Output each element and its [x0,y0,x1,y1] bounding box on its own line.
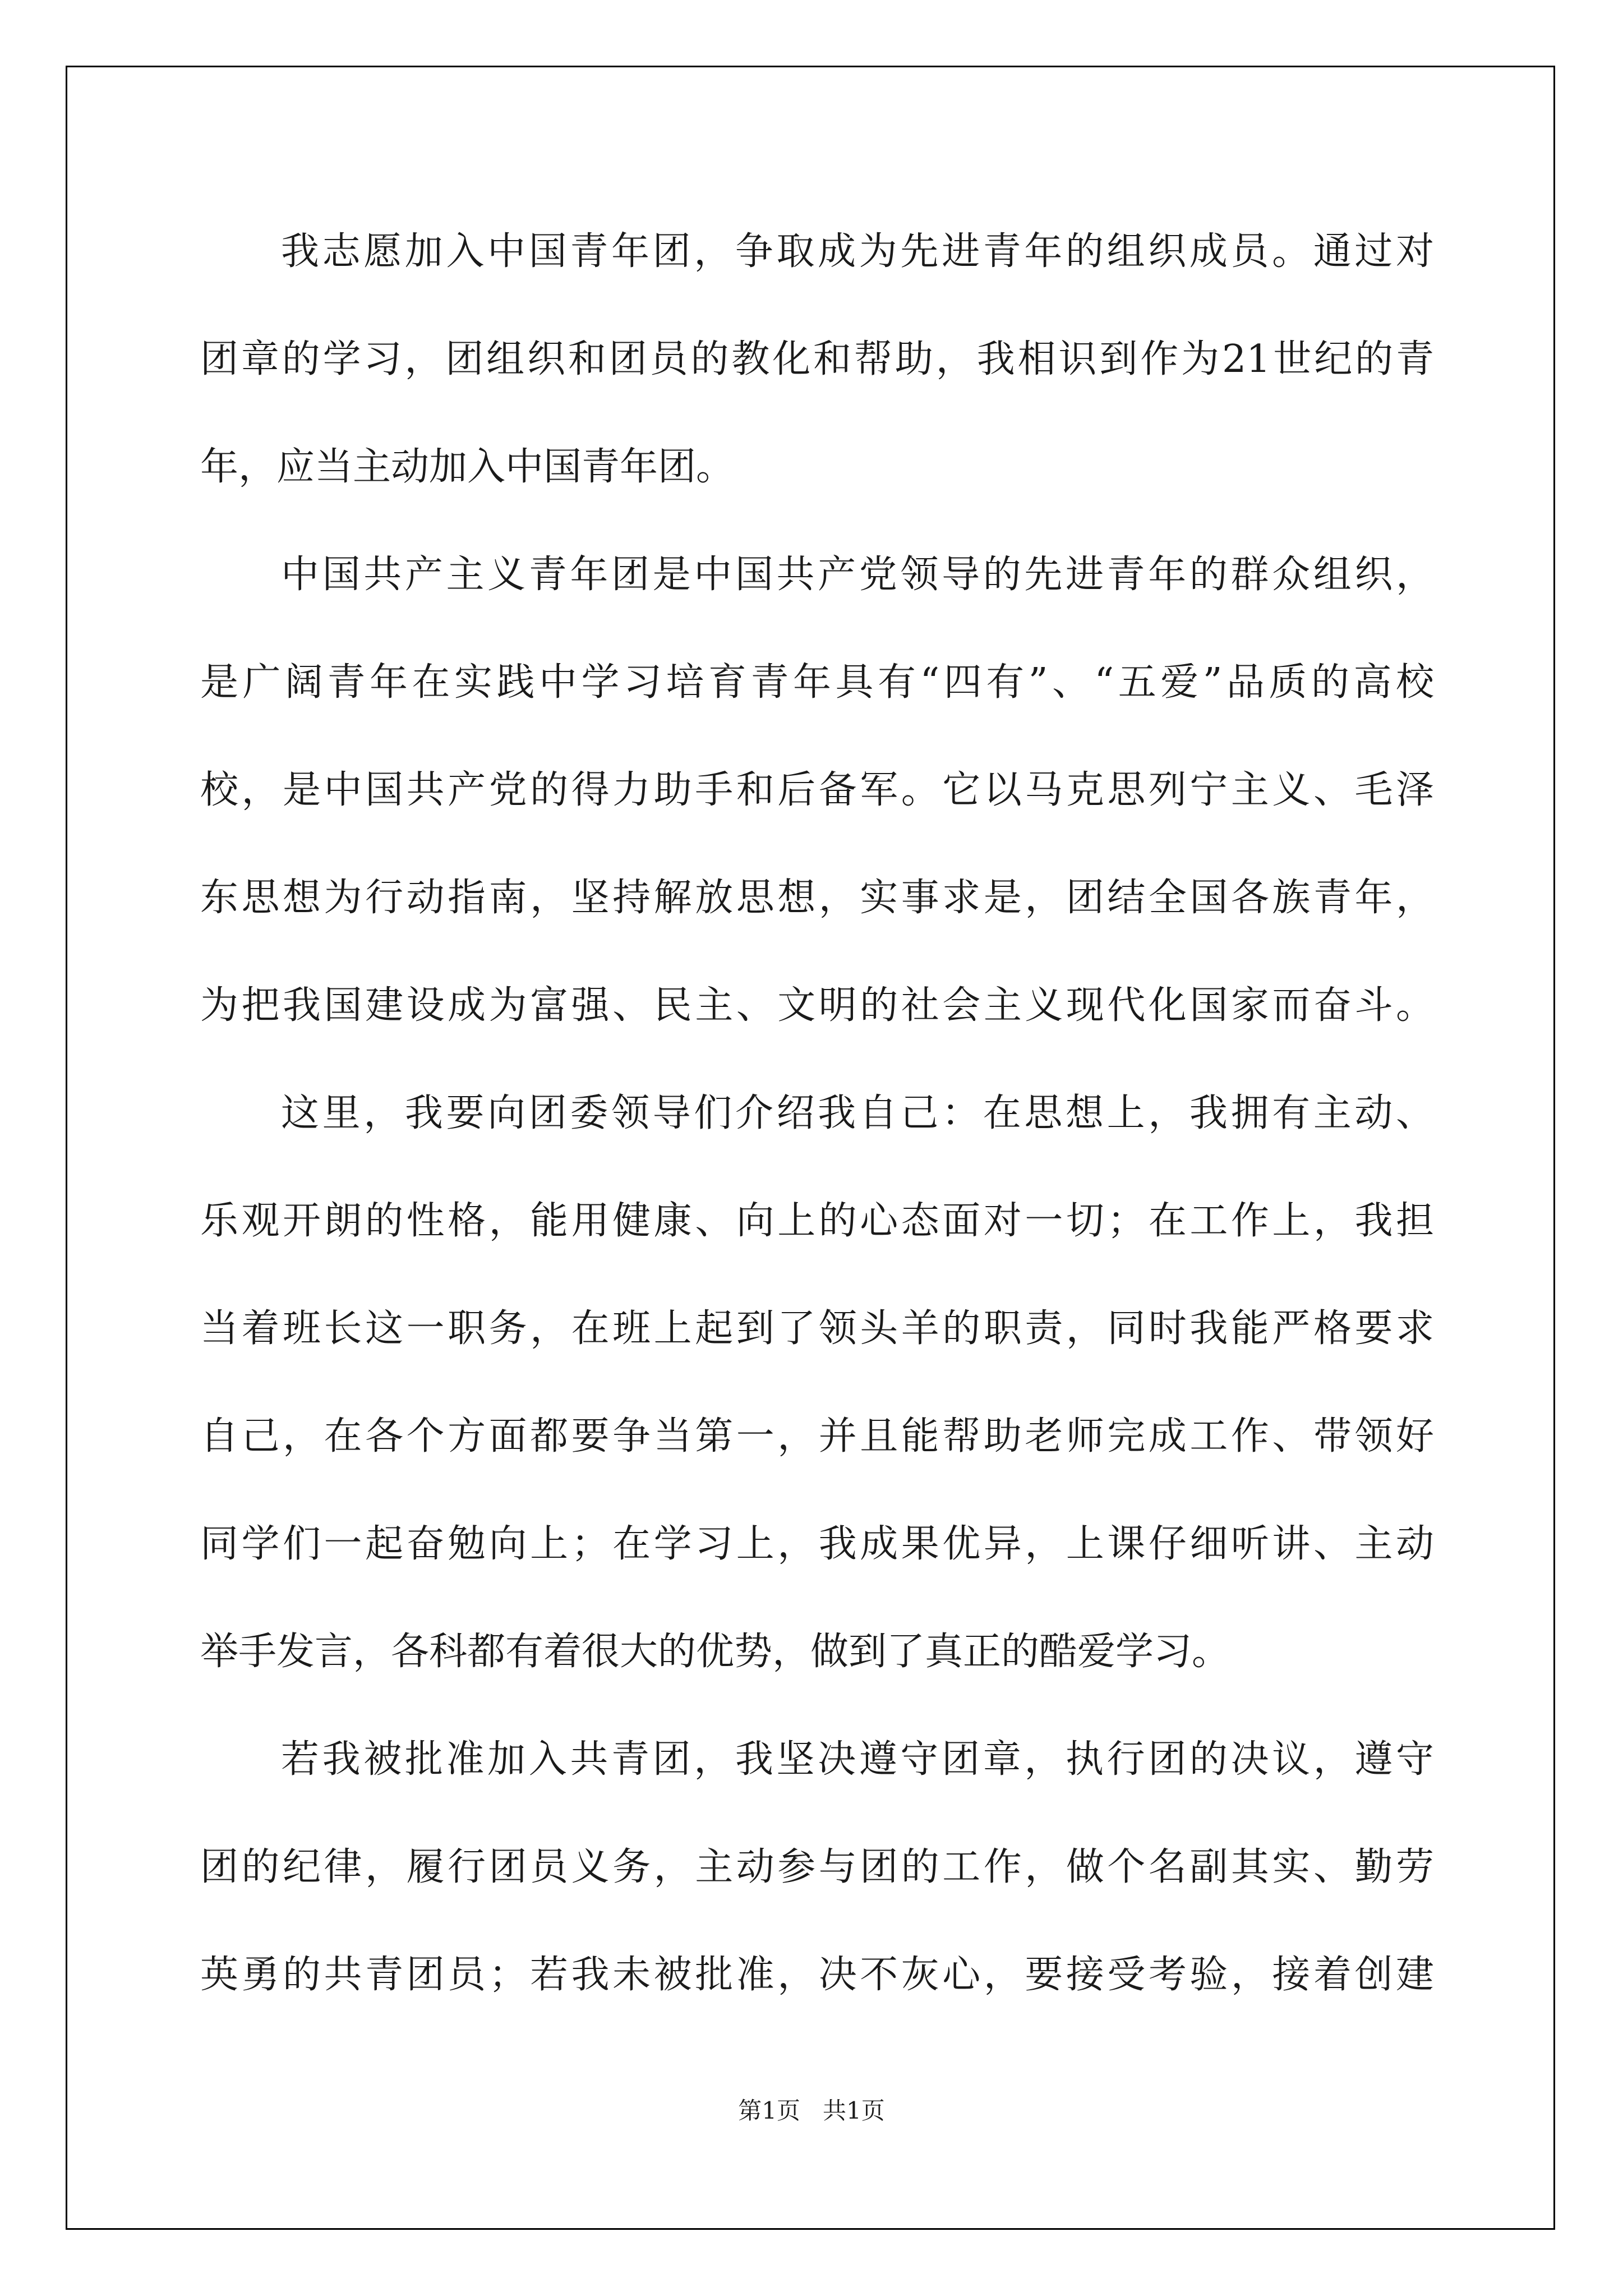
text-line: 团的纪律，履行团员义务，主动参与团的工作，做个名副其实、勤劳 [200,1845,1434,1889]
text-line: 英勇的共青团员；若我未被批准，决不灰心，要接受考验，接着创建 [200,1953,1434,1997]
text-line: 团章的学习，团组织和团员的教化和帮助，我相识到作为21世纪的青 [200,337,1434,381]
text-line: 年，应当主动加入中国青年团。 [200,445,735,489]
text-line: 这里，我要向团委领导们介绍我自己：在思想上，我拥有主动、 [281,1091,1434,1135]
page-number-footer: 第1页 共1页 [738,2097,885,2124]
text-line: 乐观开朗的性格，能用健康、向上的心态面对一切；在工作上，我担 [200,1199,1434,1243]
text-line: 当着班长这一职务，在班上起到了领头羊的职责，同时我能严格要求 [200,1306,1434,1351]
document-body [200,198,1434,2029]
text-line: 自己，在各个方面都要争当第一，并且能帮助老师完成工作、带领好 [200,1414,1434,1458]
text-line: 若我被批准加入共青团，我坚决遵守团章，执行团的决议，遵守 [281,1737,1434,1782]
text-line: 校，是中国共产党的得力助手和后备军。它以马克思列宁主义、毛泽 [200,768,1434,812]
text-line: 同学们一起奋勉向上；在学习上，我成果优异，上课仔细听讲、主动 [200,1522,1434,1566]
text-line: 我志愿加入中国青年团，争取成为先进青年的组织成员。通过对 [281,229,1434,274]
text-line: 为把我国建设成为富强、民主、文明的社会主义现代化国家而奋斗。 [200,983,1434,1028]
text-line: 中国共产主义青年团是中国共产党领导的先进青年的群众组织， [281,553,1434,597]
text-line: 东思想为行动指南，坚持解放思想，实事求是，团结全国各族青年， [200,876,1434,920]
text-line: 举手发言，各科都有着很大的优势，做到了真正的酷爱学习。 [200,1630,1230,1674]
text-line: 是广阔青年在实践中学习培育青年具有“四有”、“五爱”品质的高校 [200,660,1434,705]
